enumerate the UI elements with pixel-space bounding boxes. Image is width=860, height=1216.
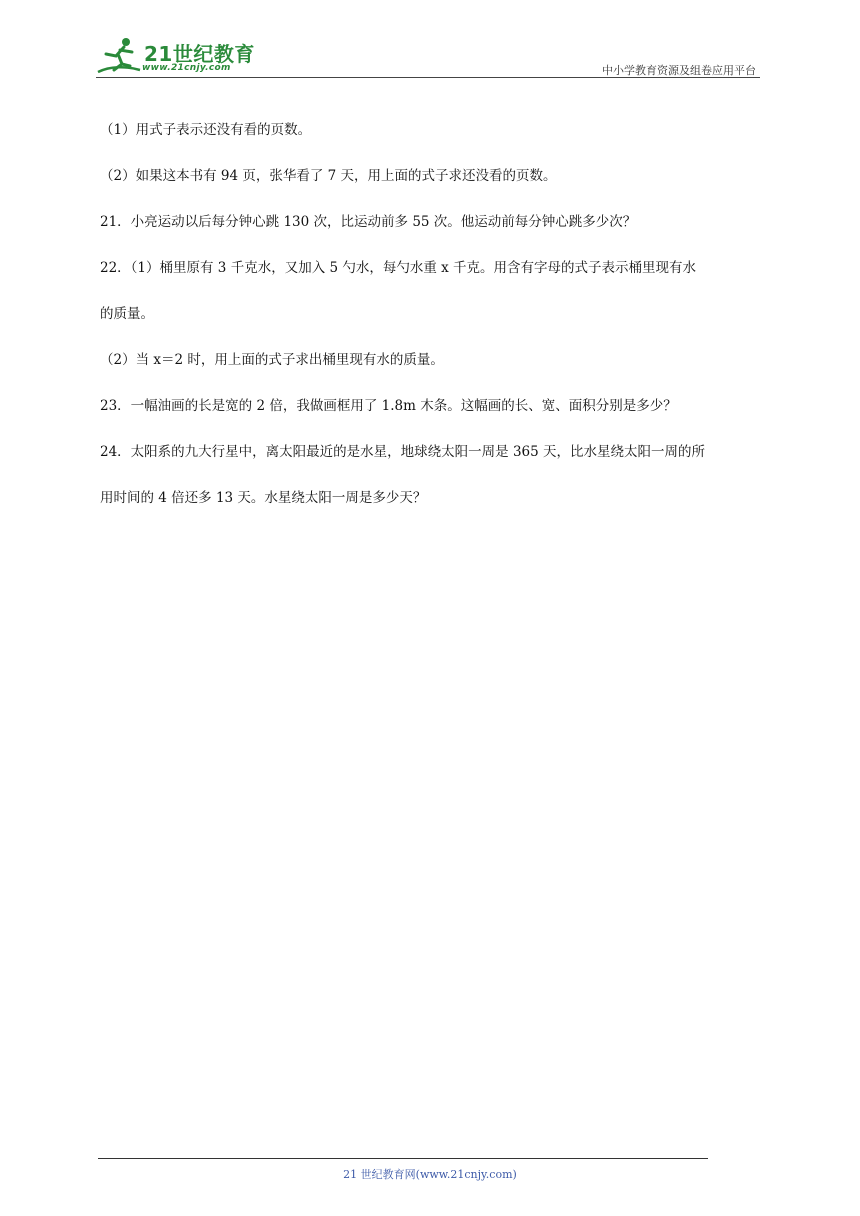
question-line: （2）当 x＝2 时，用上面的式子求出桶里现有水的质量。 (100, 352, 444, 368)
question-line: 的质量。 (100, 306, 154, 322)
question-line: （2）如果这本书有 94 页，张华看了 7 天，用上面的式子求还没看的页数。 (100, 168, 557, 184)
page-header (96, 36, 760, 80)
logo-text: 21世纪教育 (144, 42, 255, 66)
question-line: 22．（1）桶里原有 3 千克水，又加入 5 勺水，每勺水重 x 千克。用含有字母的式子表示桶里现有水 (100, 260, 697, 276)
header-rule (96, 77, 760, 78)
question-line: 21．小亮运动以后每分钟心跳 130 次，比运动前多 55 次。他运动前每分钟心跳多少次？ (100, 214, 637, 230)
question-content (100, 107, 764, 521)
question-line: 24．太阳系的九大行星中，离太阳最近的是水星，地球绕太阳一周是 365 天，比水星绕太阳一周的所 (100, 444, 706, 460)
footer-link[interactable]: 21 世纪教育网(www.21cnjy.com) (343, 1168, 517, 1181)
platform-label: 中小学教育资源及组卷应用平台 (602, 64, 756, 77)
logo-url: www.21cnjy.com (142, 63, 231, 73)
question-line: 用时间的 4 倍还多 13 天。水星绕太阳一周是多少天？ (100, 490, 427, 506)
question-line: 23．一幅油画的长是宽的 2 倍，我做画框用了 1.8m 木条。这幅画的长、宽、面积分别是多少？ (100, 398, 677, 414)
logo (96, 36, 266, 76)
runner-logo-icon (96, 36, 144, 76)
footer-rule (98, 1158, 708, 1159)
question-line: （1）用式子表示还没有看的页数。 (100, 122, 312, 138)
